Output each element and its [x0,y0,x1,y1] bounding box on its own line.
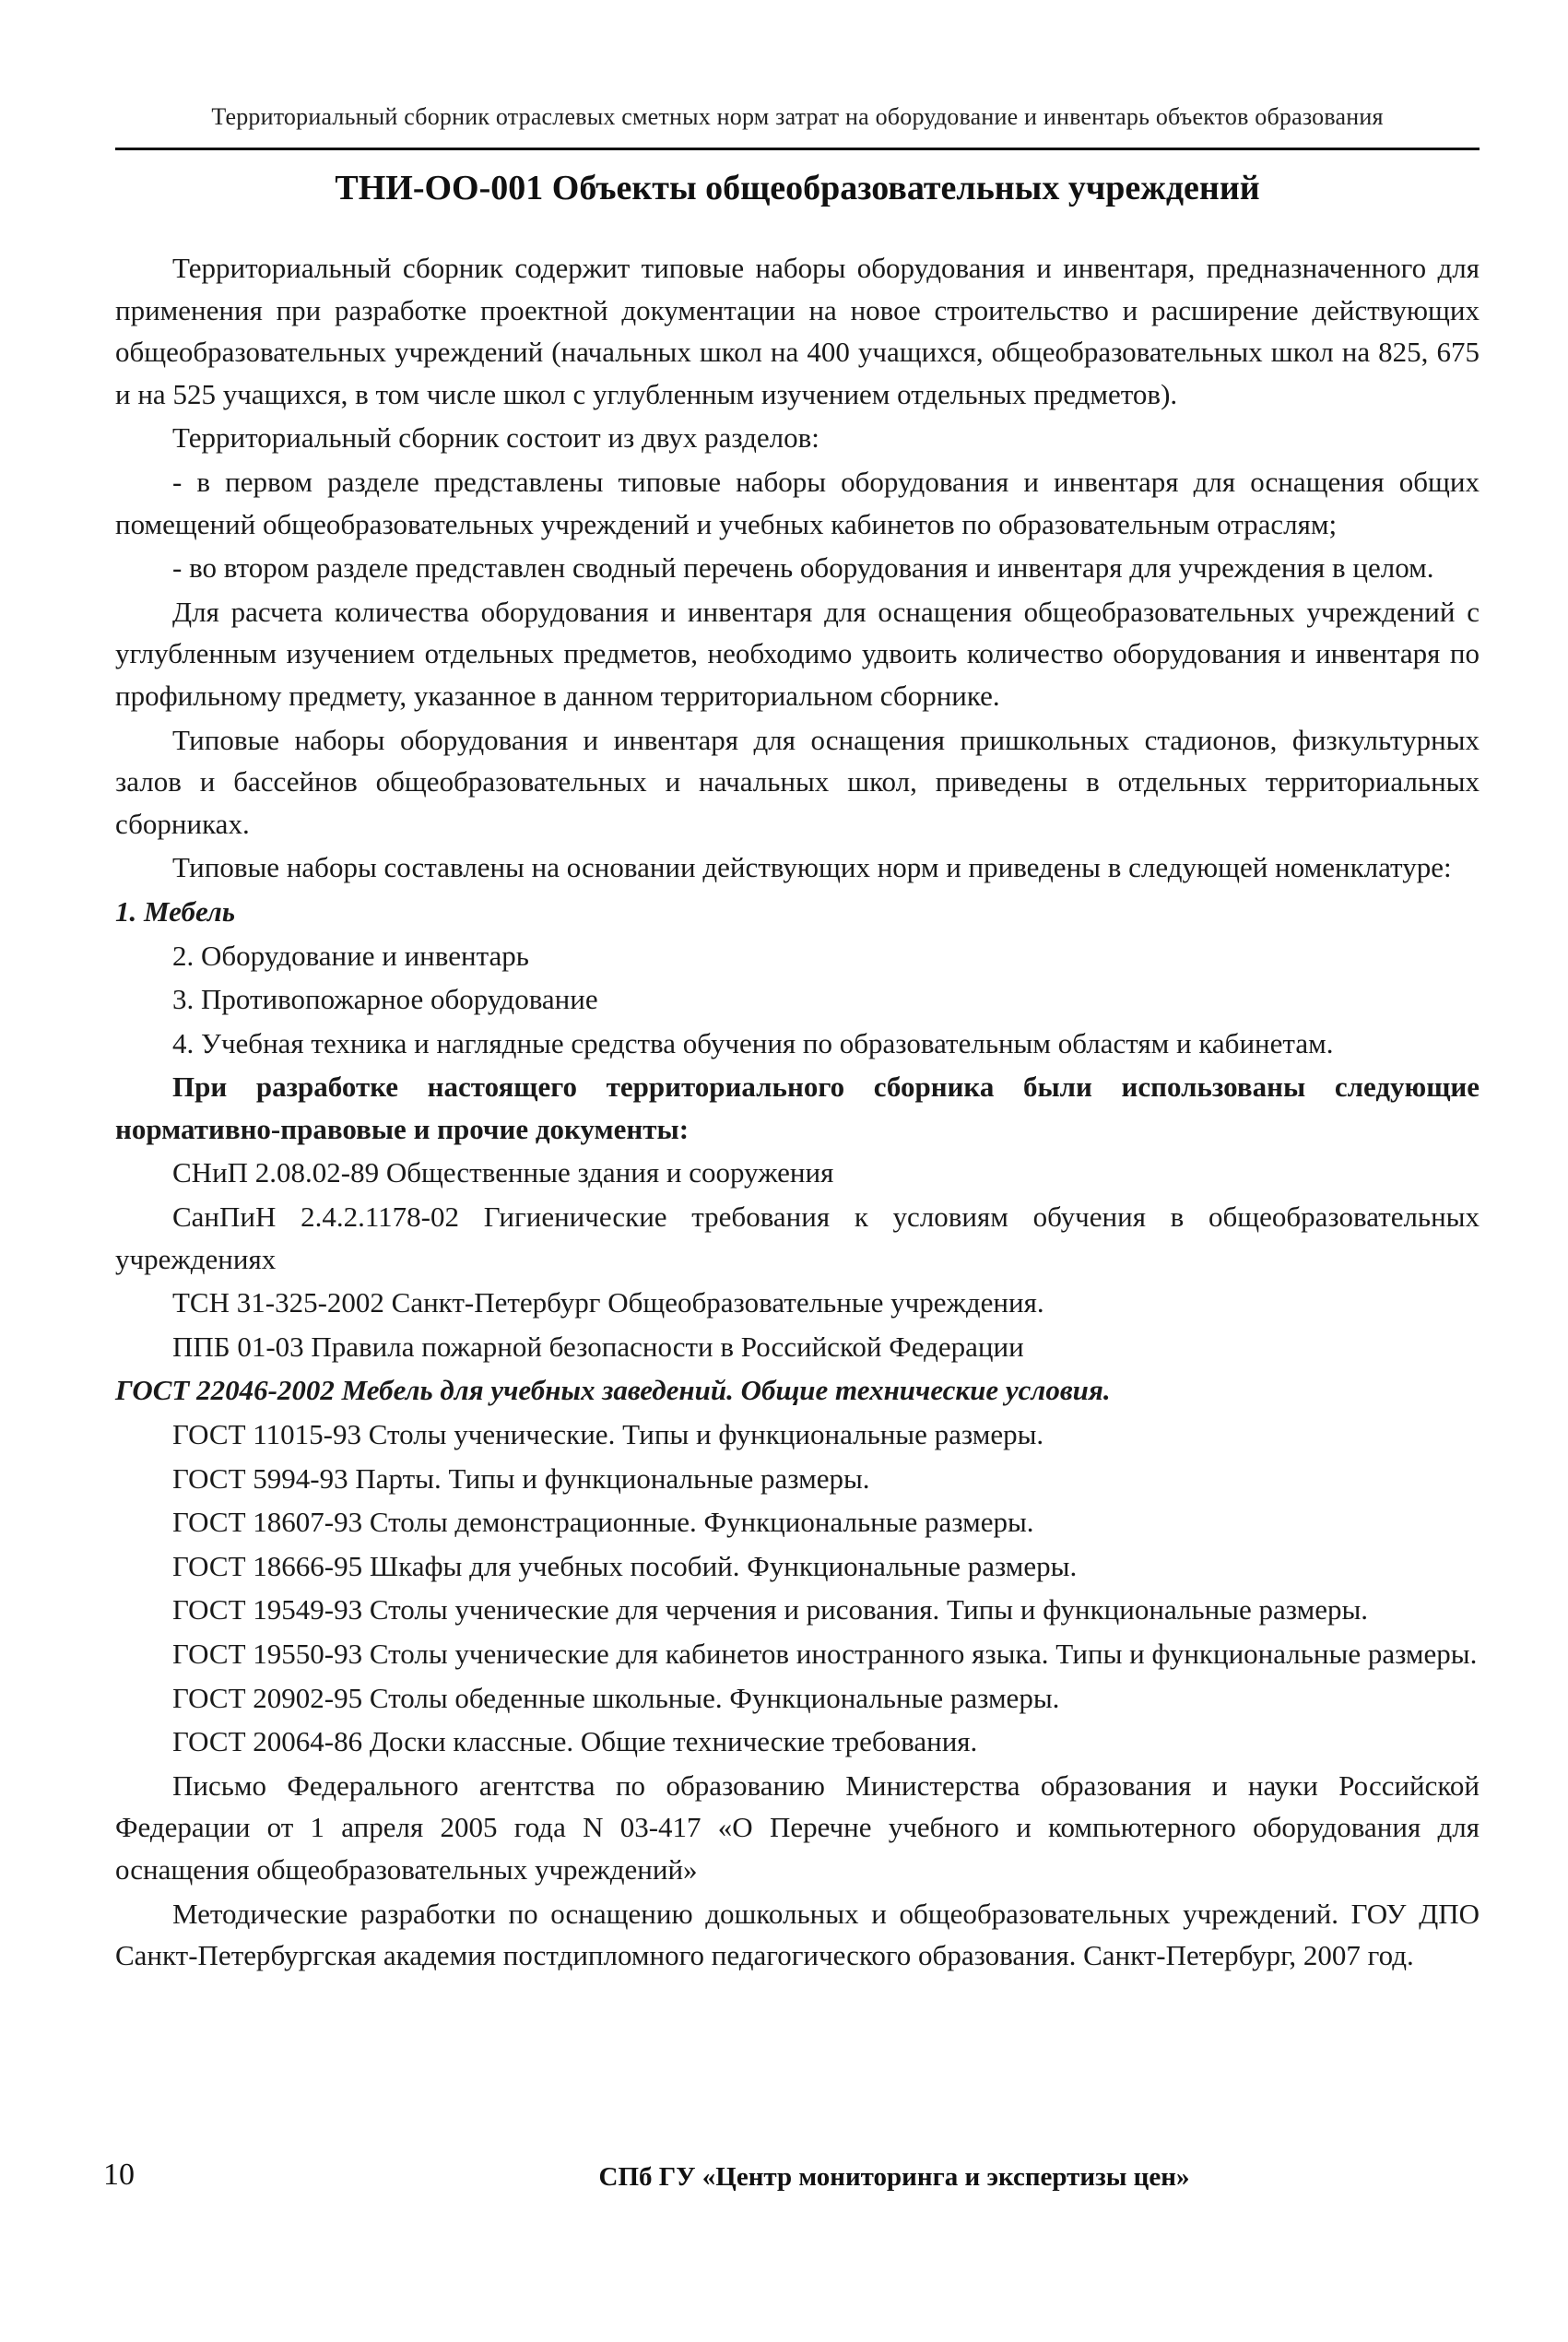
document-reference: ГОСТ 19550-93 Столы ученические для кабинетов иностранного языка. Типы и функциональные размеры. [172,1638,1478,1670]
document-reference: ГОСТ 19549-93 Столы ученические для черчения и рисования. Типы и функциональные размеры. [172,1593,1369,1626]
document-reference: ГОСТ 18666-95 Шкафы для учебных пособий. Функциональные размеры. [172,1549,1078,1582]
document-reference: СНиП 2.08.02-89 Общественные здания и сооружения [172,1156,834,1189]
documents-heading: При разработке настоящего территориального сборника были использованы следующие нормативно-правовые и прочие документы: [115,1070,1480,1145]
document-reference: ППБ 01-03 Правила пожарной безопасности в Российской Федерации [172,1330,1024,1363]
nomenclature-item: 1. Мебель [115,894,236,928]
footer-organization: СПб ГУ «Центр мониторинга и экспертизы цен» [598,2162,1190,2192]
document-reference: ГОСТ 11015-93 Столы ученические. Типы и функциональные размеры. [172,1418,1044,1451]
nomenclature-item: 3. Противопожарное оборудование [172,983,598,1016]
section-2-item: - во втором разделе представлен сводный перечень оборудования и инвентаря для учреждения в целом. [172,551,1434,585]
stadiums-paragraph: Типовые наборы оборудования и инвентаря для оснащения пришкольных стадионов, физкультурных залов и бассейнов общеобразовательных и начальных школ, приведены в отдельных территориальных сборниках. [115,723,1480,840]
header-divider [115,148,1480,150]
document-reference: ТСН 31-325-2002 Санкт-Петербург Общеобразовательные учреждения. [172,1286,1044,1319]
page-number: 10 [103,2158,135,2192]
section-1-item: - в первом разделе представлены типовые наборы оборудования и инвентаря для оснащения общих помещений общеобразовательных учреждений и учебных кабинетов по образовательным отраслям; [115,465,1480,540]
document-reference: ГОСТ 22046-2002 Мебель для учебных заведений. Общие технические условия. [115,1374,1111,1407]
document-reference: ГОСТ 20064-86 Доски классные. Общие технические требования. [172,1725,978,1758]
document-reference: ГОСТ 18607-93 Столы демонстрационные. Функциональные размеры. [172,1506,1034,1539]
document-reference: ГОСТ 20902-95 Столы обеденные школьные. Функциональные размеры. [172,1681,1060,1714]
document-reference: ГОСТ 5994-93 Парты. Типы и функциональные размеры. [172,1461,870,1495]
intro-paragraph: Территориальный сборник содержит типовые наборы оборудования и инвентаря, предназначенного для применения при разработке проектной документации на новое строительство и расширение действующих общеобразовательных учреждений (начальных школ на 400 учащихся, общеобразовательных школ на 825, 675 и на 525 учащихся, в том числе школ с углубленным изучением отдельных предметов). [115,252,1480,410]
sections-intro: Территориальный сборник состоит из двух разделов: [172,421,819,455]
page-title: ТНИ-ОО-001 Объекты общеобразовательных учреждений [335,169,1260,207]
document-reference: Методические разработки по оснащению дошкольных и общеобразовательных учреждений. ГОУ ДПО Санкт-Петербургская академия постдипломного педагогического образования. Санкт-Петербург, 2007 год. [115,1897,1480,1972]
running-header: Территориальный сборник отраслевых сметных норм затрат на оборудование и инвентарь объектов образования [211,103,1384,130]
calculation-paragraph: Для расчета количества оборудования и инвентаря для оснащения общеобразовательных учреждений с углубленным изучением отдельных предметов, необходимо удвоить количество оборудования и инвентаря по профильному предмету, указанное в данном территориальном сборнике. [115,595,1480,712]
document-reference: Письмо Федерального агентства по образованию Министерства образования и науки Российской Федерации от 1 апреля 2005 года N 03-417 «О Перечне учебного и компьютерного оборудования для оснащения общеобразовательных учреждений» [115,1768,1480,1886]
nomenclature-intro: Типовые наборы составлены на основании действующих норм и приведены в следующей номенклатуре: [172,851,1452,884]
document-reference: СанПиН 2.4.2.1178-02 Гигиенические требования к условиям обучения в общеобразовательных учреждениях [115,1201,1480,1275]
nomenclature-item: 4. Учебная техника и наглядные средства обучения по образовательным областям и кабинетам. [172,1026,1334,1059]
nomenclature-item: 2. Оборудование и инвентарь [172,939,529,972]
document-body [115,247,1480,1979]
